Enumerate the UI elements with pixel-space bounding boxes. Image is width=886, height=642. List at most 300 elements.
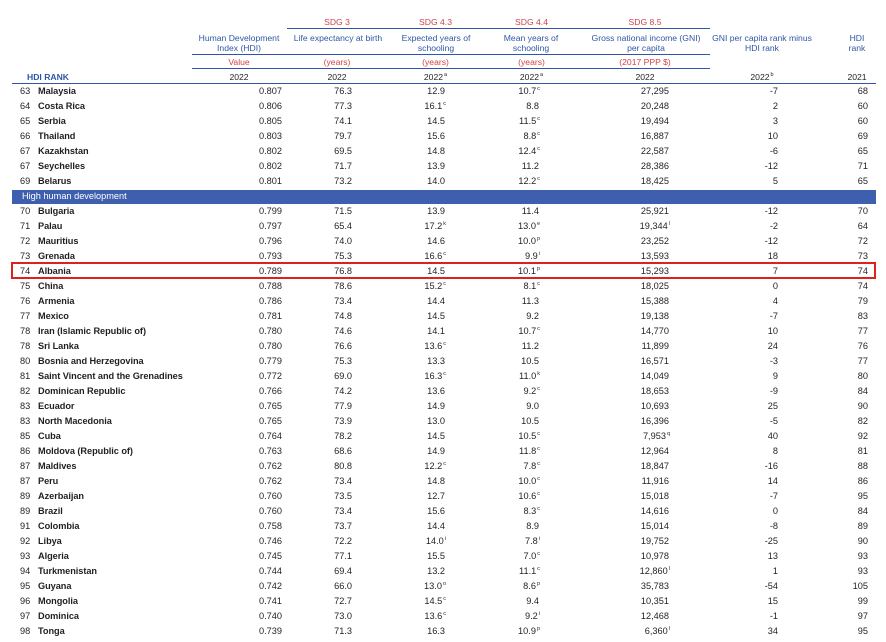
cell-hdi: 0.741 — [259, 596, 282, 606]
table-row — [12, 429, 876, 444]
year-hdi-rank: 2021 — [847, 72, 867, 82]
cell-gni: 10,693 — [640, 401, 669, 411]
footnote-marker: c — [443, 251, 446, 257]
cell-hdi: 0.786 — [259, 296, 282, 306]
cell-mean: 10.0$^c$ — [518, 476, 540, 486]
cell-hdi: 0.746 — [259, 536, 282, 546]
cell-mean: 9.2 — [526, 311, 539, 321]
cell-gni: 15,014 — [640, 521, 669, 531]
cell-life: 71.3 — [334, 626, 352, 636]
table-row — [12, 534, 876, 549]
cell-country: Brazil — [38, 506, 63, 516]
table-row — [12, 84, 876, 99]
footnote-marker: c — [443, 371, 446, 377]
cell-rank: 89 — [20, 491, 31, 501]
sdg-label-life: SDG 3 — [324, 17, 350, 27]
cell-rank: 63 — [20, 86, 31, 96]
cell-mean: 11.3 — [521, 296, 539, 306]
cell-country: Kazakhstan — [38, 146, 89, 156]
cell-country: Colombia — [38, 521, 80, 531]
cell-gni: 14,049 — [640, 371, 669, 381]
cell-life: 75.3 — [334, 251, 352, 261]
cell-mean: 9.2$^c$ — [523, 386, 540, 396]
table-row — [12, 609, 876, 624]
cell-life: 69.5 — [334, 146, 352, 156]
cell-hdi: 0.802 — [259, 161, 282, 171]
cell-hdi-rank-2021: 99 — [857, 596, 868, 606]
cell-expected: 14.6 — [427, 236, 445, 246]
group-band-label: High human development — [22, 191, 127, 201]
cell-hdi: 0.744 — [259, 566, 282, 576]
cell-hdi-rank-2021: 93 — [857, 566, 868, 576]
cell-expected: 13.2 — [427, 566, 445, 576]
cell-hdi: 0.760 — [259, 491, 282, 501]
cell-gni: 15,388 — [640, 296, 669, 306]
cell-life: 71.5 — [334, 206, 352, 216]
cell-gni: 12,468 — [640, 611, 669, 621]
col-title-hdi-rank: HDI rank — [848, 33, 866, 53]
cell-life: 69.4 — [334, 566, 352, 576]
table-row — [12, 339, 876, 354]
cell-mean: 11.2 — [521, 161, 539, 171]
table-row — [12, 294, 876, 309]
cell-rank: 92 — [20, 536, 31, 546]
sdg-label-gni: SDG 8.5 — [628, 17, 662, 27]
cell-hdi-rank-2021: 71 — [857, 161, 868, 171]
cell-hdi: 0.765 — [259, 416, 282, 426]
cell-hdi: 0.764 — [259, 431, 282, 441]
footnote-marker: p — [536, 581, 540, 587]
cell-country: Belarus — [38, 176, 72, 186]
cell-gni: 11,899 — [641, 341, 669, 351]
cell-life: 74.2 — [334, 386, 352, 396]
cell-gni: 15,018 — [640, 491, 669, 501]
cell-gni: 14,616 — [640, 506, 669, 516]
cell-life: 76.6 — [334, 341, 352, 351]
footnote-marker: i — [538, 251, 540, 257]
cell-gni: 13,593 — [640, 251, 669, 261]
cell-expected: 13.0$^o$ — [424, 581, 446, 591]
footnote-marker: l — [668, 626, 670, 632]
cell-life: 76.3 — [334, 86, 352, 96]
cell-hdi: 0.807 — [259, 86, 282, 96]
cell-country: Serbia — [38, 116, 66, 126]
cell-country: Turkmenistan — [38, 566, 97, 576]
cell-expected: 16.3 — [427, 626, 445, 636]
cell-rank: 89 — [20, 506, 31, 516]
cell-life: 69.0 — [334, 371, 352, 381]
cell-mean: 7.0$^c$ — [523, 551, 540, 561]
cell-rank: 77 — [20, 311, 31, 321]
col-title-expected: Expected years of schooling — [401, 33, 471, 53]
cell-country: Mexico — [38, 311, 69, 321]
cell-country: Bulgaria — [38, 206, 75, 216]
cell-gni: 12,964 — [640, 446, 669, 456]
cell-expected: 12.9 — [427, 86, 445, 96]
cell-mean: 8.8 — [526, 101, 539, 111]
cell-mean: 7.8$^c$ — [523, 461, 540, 471]
cell-mean: 8.8$^c$ — [523, 131, 540, 141]
cell-mean: 10.1$^p$ — [518, 266, 540, 276]
cell-country: Dominica — [38, 611, 79, 621]
cell-hdi-rank-2021: 65 — [857, 146, 868, 156]
cell-expected: 14.4 — [427, 521, 445, 531]
cell-gni: 27,295 — [640, 86, 669, 96]
cell-expected: 13.6$^c$ — [424, 341, 446, 351]
cell-expected: 13.6$^c$ — [424, 611, 446, 621]
cell-hdi-rank-2021: 68 — [857, 86, 868, 96]
year-gni: 2022 — [635, 72, 655, 82]
cell-mean: 9.2$^i$ — [524, 611, 540, 621]
cell-gni-rank-diff: -16 — [764, 461, 778, 471]
footnote-marker: c — [537, 476, 540, 482]
cell-hdi: 0.745 — [259, 551, 282, 561]
footnote-marker: c — [443, 611, 446, 617]
cell-expected: 13.9 — [427, 161, 445, 171]
cell-country: Guyana — [38, 581, 72, 591]
col-title-gni: Gross national income (GNI) per capita — [591, 33, 701, 53]
cell-hdi-rank-2021: 64 — [857, 221, 868, 231]
table-row — [12, 279, 876, 294]
footnote-marker: c — [537, 461, 540, 467]
table-row — [12, 159, 876, 174]
cell-rank: 81 — [20, 371, 31, 381]
cell-hdi: 0.760 — [259, 506, 282, 516]
cell-country: Iran (Islamic Republic of) — [38, 326, 146, 336]
cell-gni-rank-diff: 34 — [767, 626, 778, 636]
cell-rank: 87 — [20, 461, 31, 471]
cell-country: Saint Vincent and the Grenadines — [38, 371, 183, 381]
cell-mean: 10.7$^c$ — [518, 326, 540, 336]
cell-country: Dominican Republic — [38, 386, 126, 396]
unit-life: (years) — [323, 57, 351, 67]
footnote-marker: c — [537, 131, 540, 137]
cell-gni-rank-diff: -2 — [769, 221, 778, 231]
cell-life: 74.0 — [334, 236, 352, 246]
cell-mean: 11.4 — [521, 206, 539, 216]
footnote-marker: c — [537, 86, 540, 92]
cell-hdi: 0.772 — [259, 371, 282, 381]
cell-rank: 83 — [20, 401, 31, 411]
footnote-marker: o — [442, 581, 446, 587]
cell-rank: 64 — [20, 101, 31, 111]
cell-gni-rank-diff: 0 — [772, 506, 778, 516]
cell-hdi-rank-2021: 77 — [857, 326, 868, 336]
cell-gni: 19,344$^l$ — [639, 221, 670, 231]
cell-gni-rank-diff: -7 — [769, 86, 778, 96]
col-title-hdi: Human Development Index (HDI) — [198, 33, 280, 53]
cell-hdi-rank-2021: 60 — [857, 101, 868, 111]
cell-gni: 19,752 — [640, 536, 669, 546]
footnote-marker: c — [443, 341, 446, 347]
cell-gni-rank-diff: 25 — [767, 401, 778, 411]
cell-gni: 10,978 — [640, 551, 669, 561]
footnote-marker: c — [537, 551, 540, 557]
cell-country: Algeria — [38, 551, 69, 561]
cell-hdi: 0.762 — [259, 461, 282, 471]
cell-rank: 67 — [20, 161, 31, 171]
cell-expected: 16.1$^c$ — [424, 101, 446, 111]
cell-life: 78.2 — [334, 431, 352, 441]
table-row — [12, 324, 876, 339]
cell-hdi-rank-2021: 105 — [852, 581, 868, 591]
cell-gni: 18,025 — [640, 281, 669, 291]
col-title-mean: Mean years of schooling — [503, 33, 559, 53]
footnote-marker: c — [537, 326, 540, 332]
year-expected: 2022$^a$ — [423, 72, 448, 82]
cell-rank: 83 — [20, 416, 31, 426]
cell-gni-rank-diff: 10 — [767, 131, 778, 141]
cell-hdi: 0.742 — [259, 581, 282, 591]
table-row — [12, 129, 876, 144]
cell-gni-rank-diff: 9 — [772, 371, 778, 381]
cell-gni-rank-diff: -3 — [769, 356, 778, 366]
cell-country: Grenada — [38, 251, 75, 261]
cell-gni: 14,770 — [640, 326, 669, 336]
cell-gni-rank-diff: 7 — [772, 266, 778, 276]
table-row — [12, 204, 876, 219]
cell-hdi-rank-2021: 88 — [857, 461, 868, 471]
footnote-marker: e — [536, 221, 540, 227]
cell-gni: 16,396 — [640, 416, 669, 426]
cell-gni-rank-diff: -7 — [769, 491, 778, 501]
footnote-marker: c — [443, 101, 446, 107]
cell-hdi-rank-2021: 82 — [857, 416, 868, 426]
cell-hdi: 0.805 — [259, 116, 282, 126]
cell-hdi: 0.762 — [259, 476, 282, 486]
cell-gni-rank-diff: -25 — [764, 536, 778, 546]
cell-life: 78.6 — [334, 281, 352, 291]
col-title-life: Life expectancy at birth — [293, 33, 383, 43]
unit-hdi: Value — [228, 57, 250, 67]
cell-hdi: 0.758 — [259, 521, 282, 531]
cell-mean: 13.0e — [518, 221, 540, 231]
cell-hdi: 0.796 — [259, 236, 282, 246]
cell-hdi-rank-2021: 76 — [857, 341, 868, 351]
cell-life: 71.7 — [334, 161, 352, 171]
table-row — [12, 99, 876, 114]
cell-gni: 20,248 — [640, 101, 669, 111]
cell-gni-rank-diff: 15 — [767, 596, 778, 606]
cell-rank: 74 — [20, 266, 31, 276]
cell-gni: 18,425 — [640, 176, 669, 186]
cell-country: Ecuador — [38, 401, 75, 411]
cell-expected: 14.0 — [427, 176, 445, 186]
cell-expected: 14.5 — [427, 266, 445, 276]
cell-hdi: 0.801 — [259, 176, 282, 186]
cell-country: Sri Lanka — [38, 341, 79, 351]
table-row — [12, 624, 876, 639]
footnote-marker: c — [537, 491, 540, 497]
cell-country: Palau — [38, 221, 63, 231]
footnote-marker: c — [443, 281, 446, 287]
cell-mean: 9.4 — [526, 596, 539, 606]
sdg-rule — [287, 28, 710, 29]
cell-hdi-rank-2021: 90 — [857, 401, 868, 411]
cell-expected: 14.0$^i$ — [425, 536, 446, 546]
cell-hdi-rank-2021: 95 — [857, 626, 868, 636]
cell-life: 74.1 — [334, 116, 352, 126]
cell-hdi-rank-2021: 60 — [857, 116, 868, 126]
cell-rank: 95 — [20, 581, 31, 591]
cell-hdi: 0.802 — [259, 146, 282, 156]
cell-gni: 7,953$^q$ — [642, 431, 670, 441]
cell-hdi: 0.788 — [259, 281, 282, 291]
cell-expected: 14.5$^c$ — [424, 596, 446, 606]
cell-rank: 78 — [20, 341, 31, 351]
cell-rank: 85 — [20, 431, 31, 441]
cell-mean: 8.6$^p$ — [523, 581, 540, 591]
table-row — [12, 219, 876, 234]
cell-hdi: 0.780 — [259, 326, 282, 336]
cell-mean: 11.5$^c$ — [519, 116, 540, 126]
footnote-marker: l — [668, 566, 670, 572]
cell-mean: 10.5$^c$ — [518, 431, 540, 441]
cell-rank: 93 — [20, 551, 31, 561]
cell-life: 80.8 — [334, 461, 352, 471]
footnote-marker: c — [537, 116, 540, 122]
cell-mean: 11.8$^c$ — [519, 446, 540, 456]
cell-gni-rank-diff: -12 — [764, 236, 778, 246]
cell-gni-rank-diff: 24 — [767, 341, 778, 351]
cell-life: 79.7 — [334, 131, 352, 141]
cell-country: North Macedonia — [38, 416, 112, 426]
cell-gni: 6,360$^l$ — [644, 626, 670, 636]
cell-hdi-rank-2021: 69 — [857, 131, 868, 141]
cell-hdi-rank-2021: 93 — [857, 551, 868, 561]
cell-expected: 14.5 — [427, 311, 445, 321]
highlight-albania-box — [11, 262, 876, 279]
cell-life: 73.2 — [334, 176, 352, 186]
cell-hdi-rank-2021: 92 — [857, 431, 868, 441]
cell-rank: 78 — [20, 326, 31, 336]
cell-hdi-rank-2021: 70 — [857, 206, 868, 216]
cell-hdi: 0.763 — [259, 446, 282, 456]
table-row — [12, 144, 876, 159]
cell-country: Azerbaijan — [38, 491, 84, 501]
cell-expected: 17.2$^k$ — [424, 221, 446, 231]
cell-life: 73.5 — [334, 491, 352, 501]
cell-hdi-rank-2021: 84 — [857, 506, 868, 516]
cell-gni-rank-diff: 14 — [767, 476, 778, 486]
cell-gni-rank-diff: 13 — [767, 551, 778, 561]
cell-country: Bosnia and Herzegovina — [38, 356, 144, 366]
cell-country: Malaysia — [38, 86, 76, 96]
cell-hdi-rank-2021: 72 — [857, 236, 868, 246]
cell-hdi-rank-2021: 86 — [857, 476, 868, 486]
cell-hdi-rank-2021: 83 — [857, 311, 868, 321]
footnote-marker: c — [537, 281, 540, 287]
cell-life: 76.8 — [334, 266, 352, 276]
cell-rank: 97 — [20, 611, 31, 621]
cell-rank: 75 — [20, 281, 31, 291]
table-row — [12, 444, 876, 459]
cell-country: Tonga — [38, 626, 65, 636]
cell-hdi-rank-2021: 90 — [857, 536, 868, 546]
footnote-marker: c — [443, 461, 446, 467]
cell-life: 73.9 — [334, 416, 352, 426]
cell-country: Maldives — [38, 461, 77, 471]
cell-expected: 16.6$^c$ — [424, 251, 446, 261]
cell-hdi: 0.806 — [259, 101, 282, 111]
cell-mean: 10.6$^c$ — [518, 491, 540, 501]
cell-hdi-rank-2021: 95 — [857, 491, 868, 501]
footnote-marker: c — [537, 446, 540, 452]
cell-gni-rank-diff: 2 — [772, 101, 778, 111]
cell-country: Mongolia — [38, 596, 78, 606]
cell-gni-rank-diff: 1 — [772, 566, 778, 576]
cell-gni: 15,293 — [640, 266, 669, 276]
cell-hdi: 0.803 — [259, 131, 282, 141]
table-row — [12, 474, 876, 489]
cell-expected: 14.5 — [427, 431, 445, 441]
year-hdi: 2022 — [229, 72, 249, 82]
cell-life: 74.8 — [334, 311, 352, 321]
cell-gni-rank-diff: 10 — [767, 326, 778, 336]
cell-gni: 18,847 — [640, 461, 669, 471]
cell-life: 65.4 — [334, 221, 352, 231]
table-row — [12, 519, 876, 534]
footnote-marker: i — [444, 536, 446, 542]
title-rule — [192, 54, 710, 55]
cell-gni-rank-diff: -5 — [769, 416, 778, 426]
unit-mean: (years) — [518, 57, 545, 67]
cell-gni: 35,783 — [640, 581, 669, 591]
cell-hdi-rank-2021: 80 — [857, 371, 868, 381]
cell-expected: 15.6 — [427, 131, 445, 141]
cell-hdi-rank-2021: 74 — [857, 281, 868, 291]
cell-life: 72.2 — [334, 536, 352, 546]
cell-rank: 76 — [20, 296, 31, 306]
cell-life: 75.3 — [334, 356, 352, 366]
footnote-marker: p — [536, 266, 540, 272]
cell-country: Albania — [38, 266, 71, 276]
cell-mean: 10.0$^p$ — [518, 236, 540, 246]
cell-hdi-rank-2021: 89 — [857, 521, 868, 531]
cell-gni-rank-diff: 8 — [772, 446, 778, 456]
cell-gni-rank-diff: 0 — [772, 281, 778, 291]
table-row — [12, 309, 876, 324]
col-title-gni-rank: GNI per capita rank minus HDI rank — [712, 33, 812, 53]
table-row — [12, 549, 876, 564]
cell-gni-rank-diff: 18 — [767, 251, 778, 261]
cell-expected: 15.6 — [427, 506, 445, 516]
cell-expected: 14.4 — [427, 296, 445, 306]
cell-mean: 7.8$^i$ — [524, 536, 540, 546]
cell-rank: 96 — [20, 596, 31, 606]
cell-mean: 8.3$^c$ — [523, 506, 540, 516]
cell-life: 77.9 — [334, 401, 352, 411]
footnote-marker: k — [443, 221, 446, 227]
cell-mean: 10.9$^p$ — [518, 626, 540, 636]
footnote-marker: c — [537, 506, 540, 512]
cell-mean: 12.2$^c$ — [518, 176, 540, 186]
cell-rank: 66 — [20, 131, 31, 141]
cell-gni-rank-diff: -1 — [769, 611, 778, 621]
footnote-marker: k — [537, 371, 540, 377]
cell-mean: 10.5 — [521, 356, 539, 366]
table-row — [12, 504, 876, 519]
table-row — [12, 414, 876, 429]
cell-hdi: 0.740 — [259, 611, 282, 621]
footnote-marker: i — [538, 611, 540, 617]
footnote-marker: c — [443, 596, 446, 602]
cell-expected: 13.0 — [427, 416, 445, 426]
footnote-marker: c — [537, 431, 540, 437]
cell-gni-rank-diff: -8 — [769, 521, 778, 531]
cell-expected: 13.9 — [427, 206, 445, 216]
footnote-marker: p — [536, 626, 540, 632]
